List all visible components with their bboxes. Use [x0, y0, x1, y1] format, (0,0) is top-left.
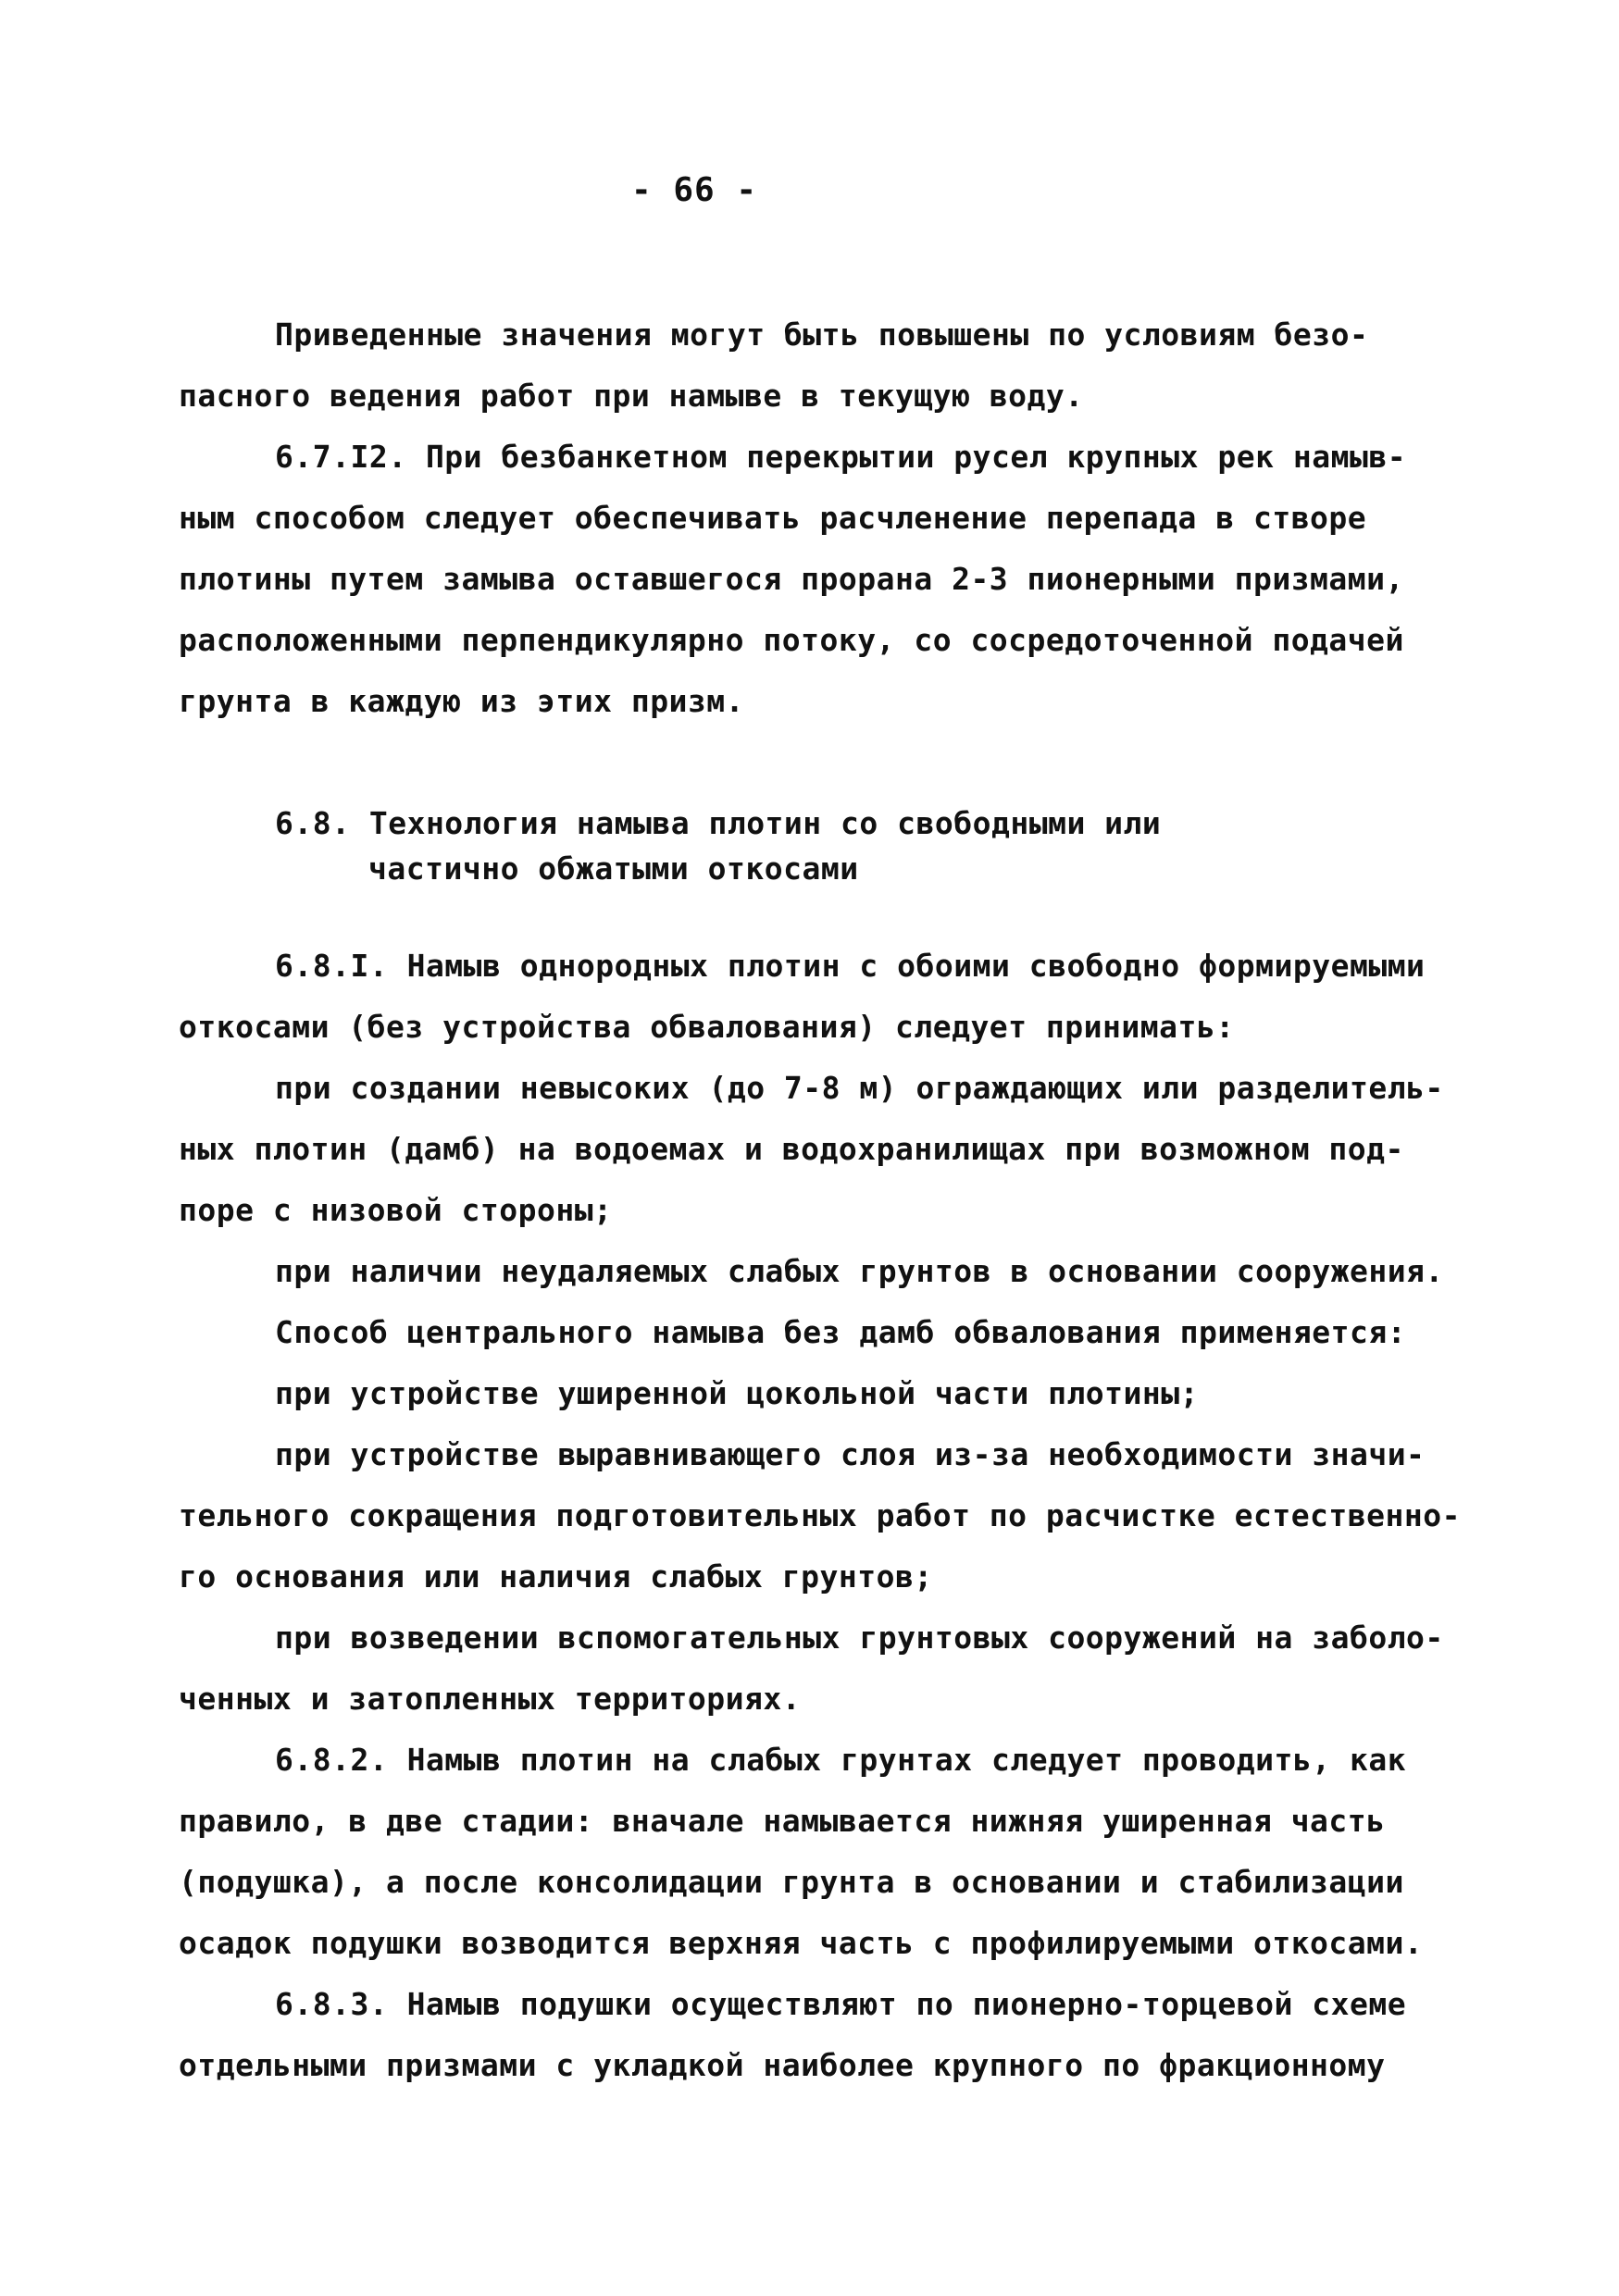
text-line: (подушка), а после консолидации грунта в основании и стабилизации [179, 1864, 1404, 1900]
text-line: плотины путем замыва оставшегося прорана 2-3 пионерными призмами, [179, 561, 1404, 597]
text-line: при наличии неудаляемых слабых грунтов в основании сооружения. [275, 1253, 1444, 1289]
text-line: ных плотин (дамб) на водоемах и водохранилищах при возможном под- [179, 1131, 1404, 1167]
text-line: при устройстве выравнивающего слоя из-за необходимости значи- [275, 1436, 1426, 1472]
text-line: отдельными призмами с укладкой наиболее крупного по фракционному [179, 2047, 1386, 2083]
text-line: правило, в две стадии: вначале намывается нижняя уширенная часть [179, 1803, 1386, 1839]
text-line: при создании невысоких (до 7-8 м) ограждающих или разделитель- [275, 1070, 1444, 1106]
text-line: расположенными перпендикулярно потоку, со сосредоточенной подачей [179, 622, 1404, 658]
text-line: грунта в каждую из этих призм. [179, 683, 745, 719]
section-heading-continuation: частично обжатыми откосами [368, 850, 859, 887]
text-line: пасного ведения работ при намыве в текущую воду. [179, 378, 1084, 414]
text-line: го основания или наличия слабых грунтов; [179, 1558, 933, 1595]
text-line: откосами (без устройства обвалования) следует принимать: [179, 1009, 1235, 1045]
text-line: Приведенные значения могут быть повышены по условиям безо- [275, 316, 1369, 353]
text-line: ным способом следует обеспечивать расчленение перепада в створе [179, 500, 1367, 536]
text-line: ченных и затопленных территориях. [179, 1681, 802, 1717]
text-line: 6.8.3. Намыв подушки осуществляют по пионерно-торцевой схеме [275, 1986, 1407, 2022]
text-line: при устройстве уширенной цокольной части плотины; [275, 1375, 1200, 1411]
text-line: 6.8.I. Намыв однородных плотин с обоими свободно формируемыми [275, 948, 1426, 984]
page-number: - 66 - [630, 171, 758, 209]
text-line: Способ центрального намыва без дамб обвалования применяется: [275, 1314, 1407, 1350]
text-line: 6.7.I2. При безбанкетном перекрытии русел крупных рек намыв- [275, 439, 1407, 475]
text-line: тельного сокращения подготовительных работ по расчистке естественно- [179, 1497, 1462, 1533]
text-line: 6.8.2. Намыв плотин на слабых грунтах следует проводить, как [275, 1742, 1407, 1778]
text-line: поре с низовой стороны; [179, 1192, 613, 1228]
text-line: при возведении вспомогательных грунтовых сооружений на заболо- [275, 1620, 1444, 1656]
text-line: осадок подушки возводится верхняя часть с профилируемыми откосами. [179, 1925, 1424, 1961]
section-heading: 6.8. Технология намыва плотин со свободными или [275, 805, 1162, 841]
